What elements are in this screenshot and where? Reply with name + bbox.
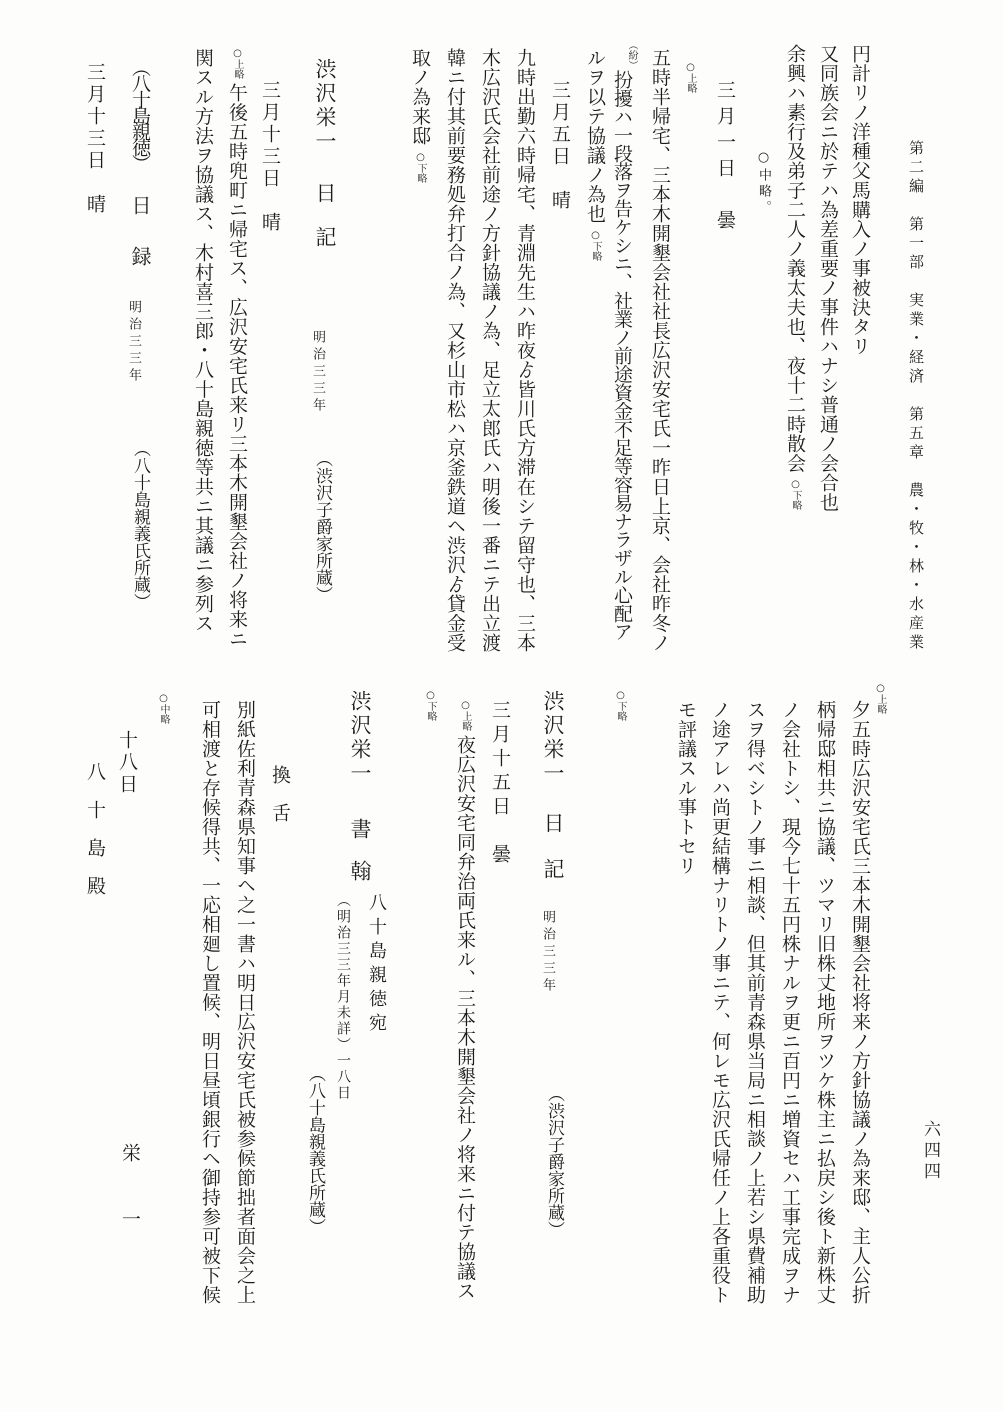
source-year: 明治三三年 bbox=[126, 300, 141, 385]
source-title-char: 翰 bbox=[348, 860, 372, 882]
omission-mark: ○下略 bbox=[590, 229, 601, 261]
text-line-content: 夜広沢安宅同弁治両氏来ル、三本木開墾会社ノ将来ニ付テ協議ス bbox=[454, 735, 476, 1301]
omission-mark: ○上略 bbox=[232, 48, 243, 79]
letter-signature: 栄 一 bbox=[119, 1143, 141, 1242]
text-line bbox=[585, 48, 605, 261]
letter-date: 十八日 bbox=[116, 730, 138, 796]
text-line: 五時半帰宅、三本木開墾会社社長広沢安宅氏一昨日上京、会社昨冬ノ bbox=[649, 48, 671, 653]
text-line: 関スル方法ヲ協議ス、木村喜三郎・八十島親徳等共ニ其議ニ参列ス bbox=[192, 48, 214, 633]
text-line-content: 余興ハ素行及弟子二人ノ義太夫也、夜十二時散会 bbox=[784, 44, 806, 473]
source-title-char: 日 bbox=[128, 195, 152, 216]
text-line-content: ルヲ以テ協議ノ為也 bbox=[584, 48, 606, 224]
source-author: （八十島親徳） bbox=[129, 58, 151, 170]
text-line bbox=[227, 48, 247, 649]
source-holder: （渋沢子爵家所蔵） bbox=[312, 450, 332, 603]
text-line bbox=[455, 700, 475, 1301]
text-line: 円計リノ洋種父馬購入ノ事被決タリ bbox=[849, 44, 871, 356]
text-line: ノ会社トシ、現今七十五円株ナルヲ更ニ百円ニ増資セハ工事完成ヲナ bbox=[779, 700, 801, 1305]
text-line bbox=[785, 44, 805, 510]
text-line-content: 取ノ為来邸 bbox=[409, 48, 431, 146]
letter-addressee: 八十島親徳宛 bbox=[366, 893, 387, 1037]
omission-mark: ○下略 bbox=[790, 479, 801, 510]
source-author: 渋沢栄一 bbox=[348, 690, 372, 786]
omission-mark: ○中略。 bbox=[756, 150, 771, 216]
text-line: スヲ得ベシトノ事ニ相談、但其前青森県当局ニ相談ノ上若シ県費補助 bbox=[744, 700, 766, 1305]
text-line: モ評議スル事トセリ bbox=[675, 700, 697, 876]
source-title-char: 日 bbox=[313, 182, 337, 204]
source-title-char: 録 bbox=[128, 246, 152, 267]
text-line: 夕五時広沢安宅氏三本木開墾会社将来ノ方針協議ノ為来邸、主人公折 bbox=[849, 700, 871, 1305]
letter-recipient: 八 十 島 殿 bbox=[84, 762, 106, 895]
source-title-char: 書 bbox=[348, 818, 372, 840]
text-line: 又同族会ニ於テハ為差重要ノ事件ハナシ普通ノ会合也 bbox=[817, 44, 839, 512]
text-line: 九時出勤六時帰宅、青淵先生ハ昨夜ゟ皆川氏方滞在シテ留守也、三本 bbox=[514, 48, 536, 653]
text-line: 木広沢氏会社前途ノ方針協議ノ為、足立太郎氏ハ明後一番ニテ出立渡 bbox=[479, 48, 501, 653]
source-title-char: 記 bbox=[541, 858, 565, 880]
omission-mark: ○上略 bbox=[460, 700, 471, 731]
source-author: 渋沢栄一 bbox=[541, 690, 565, 786]
text-line: 別紙佐利青森県知事ヘ之一書ハ明日広沢安宅氏被参候節拙者面会之上 bbox=[234, 700, 256, 1305]
entry-date: 三月一日 曇 bbox=[714, 80, 736, 236]
omission-mark: ○中略 bbox=[158, 693, 169, 724]
running-head: 第二編 第一部 実業・経済 第五章 農・牧・林・水産業 bbox=[907, 140, 925, 653]
source-year: 明治三三年 bbox=[540, 910, 555, 995]
source-title-char: 日 bbox=[541, 812, 565, 834]
omission-mark: ○下略 bbox=[415, 151, 426, 183]
source-author: 渋沢栄一 bbox=[313, 58, 337, 154]
entry-date: 三月十五日 曇 bbox=[489, 700, 511, 868]
letter-date-note: （明治三三年月未詳）一八日 bbox=[335, 893, 351, 1101]
text-line: 韓ニ付其前要務処弁打合ノ為、又杉山市松ハ京釜鉄道ヘ渋沢ゟ貸金受 bbox=[444, 48, 466, 653]
omission-mark: ○下略 bbox=[425, 690, 436, 721]
source-holder: （八十島親義氏所蔵） bbox=[305, 1065, 325, 1235]
entry-date: 三月十三日 晴 bbox=[259, 80, 281, 234]
entry-date: 三月五日 晴 bbox=[549, 80, 571, 212]
text-line-content: 午後五時兜町ニ帰宅ス、広沢安宅氏来リ三本木開墾会社ノ将来ニ bbox=[226, 83, 248, 649]
omission-mark: ○下略 bbox=[615, 690, 626, 721]
text-line: 柄帰邸相共ニ協議、ツマリ旧株丈地所ヲツケ株主ニ払戻シ後ト新株丈 bbox=[814, 700, 836, 1305]
entry-date: 三月十三日 晴 bbox=[84, 62, 106, 216]
source-holder: （渋沢子爵家所蔵） bbox=[544, 1085, 564, 1238]
omission-mark: ○上略 bbox=[685, 62, 696, 93]
text-line: ノ途アレハ尚更結構ナリトノ事ニテ、何レモ広沢氏帰任ノ上各重役ト bbox=[709, 700, 731, 1305]
source-holder: （八十島親義氏所蔵） bbox=[130, 440, 150, 610]
letter-salutation: 換 舌 bbox=[269, 765, 291, 822]
text-line: 可相渡と存候得共、一応相廻し置候、明日昼頃銀行ヘ御持参可被下候 bbox=[199, 700, 221, 1305]
text-line bbox=[410, 48, 430, 183]
omission-mark: ○上略 bbox=[875, 683, 886, 714]
text-line: 扮擾ハ一段落ヲ告ケシニ、社業ノ前途資金不足等容易ナラザル心配ア bbox=[611, 70, 633, 641]
source-title-char: 記 bbox=[313, 226, 337, 248]
source-year: 明治三三年 bbox=[310, 330, 325, 415]
page-number: 六四四 bbox=[920, 1120, 940, 1183]
editorial-gloss: （紛） bbox=[626, 40, 637, 70]
